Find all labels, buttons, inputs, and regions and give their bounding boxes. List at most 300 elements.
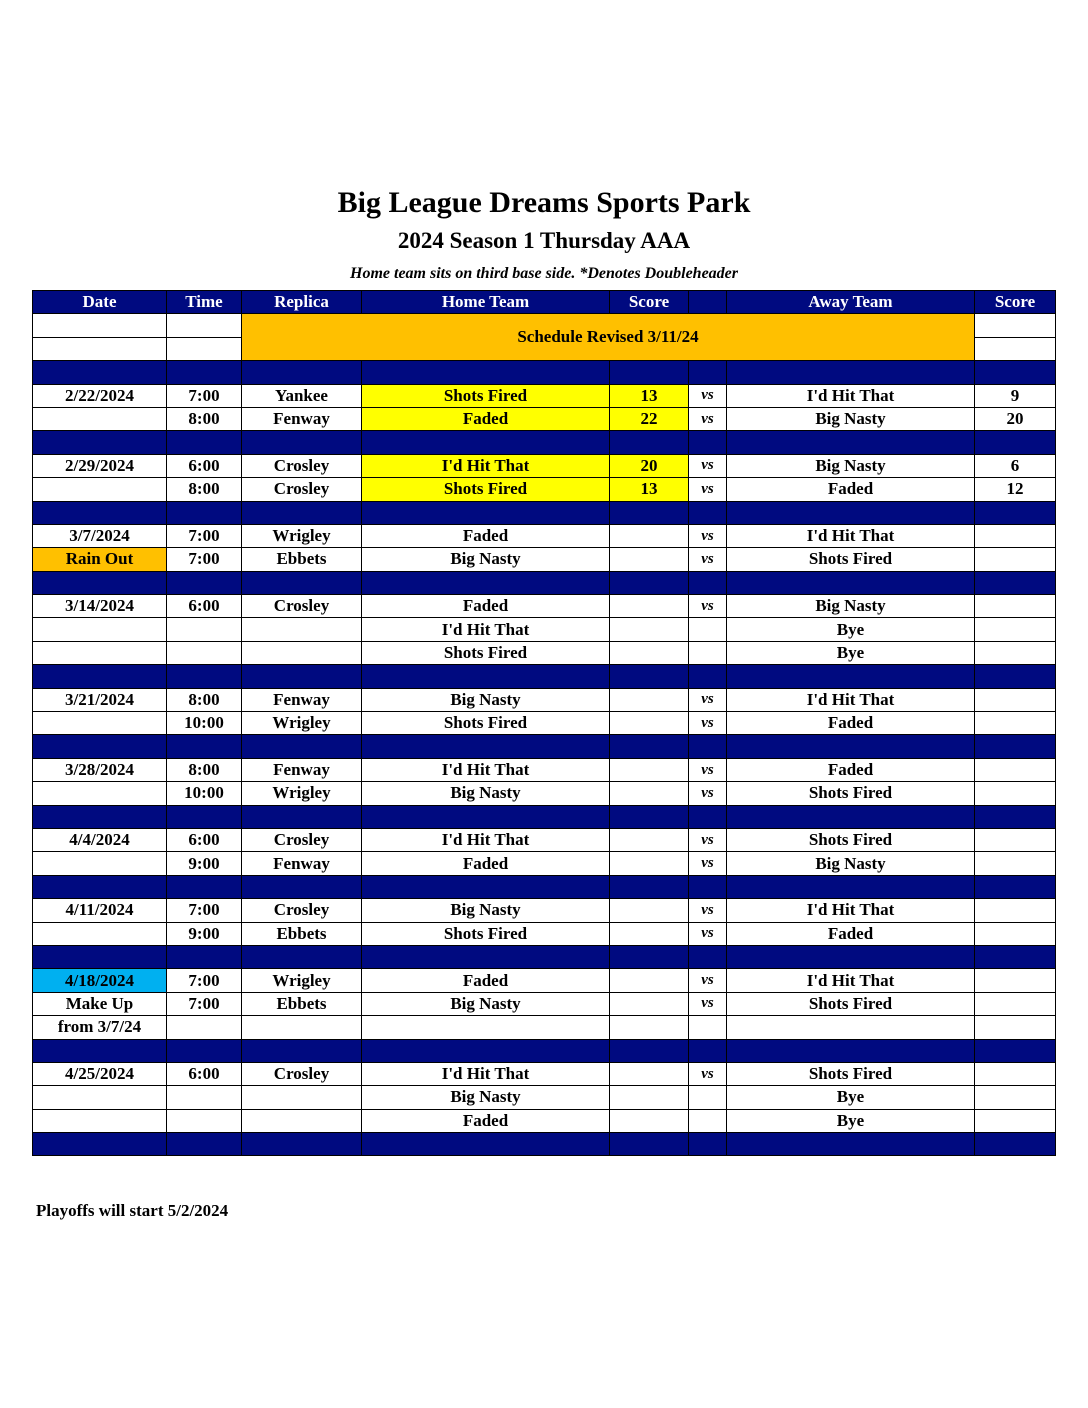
vs-cell: vs bbox=[689, 969, 727, 992]
home-score-cell bbox=[610, 899, 689, 922]
replica-cell: Crosley bbox=[242, 899, 362, 922]
column-header-date: Date bbox=[33, 291, 167, 314]
schedule-note: Home team sits on third base side. *Denotes Doubleheader bbox=[350, 265, 738, 282]
separator-cell bbox=[727, 1039, 975, 1062]
away-team-cell: Faded bbox=[727, 712, 975, 735]
replica-cell: Crosley bbox=[242, 454, 362, 477]
replica-cell: Wrigley bbox=[242, 524, 362, 547]
away-score-cell: 6 bbox=[975, 454, 1056, 477]
date-cell bbox=[33, 618, 167, 641]
separator-cell bbox=[689, 1133, 727, 1156]
vs-cell: vs bbox=[689, 688, 727, 711]
away-team-cell: Big Nasty bbox=[727, 595, 975, 618]
date-cell: 4/25/2024 bbox=[33, 1062, 167, 1085]
separator-row bbox=[33, 875, 1056, 898]
table-row bbox=[33, 618, 1056, 641]
home-team-cell bbox=[362, 1016, 610, 1039]
replica-cell: Wrigley bbox=[242, 782, 362, 805]
replica-cell bbox=[242, 618, 362, 641]
replica-cell: Crosley bbox=[242, 595, 362, 618]
away-team-cell: Bye bbox=[727, 641, 975, 664]
separator-cell bbox=[167, 361, 242, 384]
home-score-cell bbox=[610, 969, 689, 992]
date-cell: 3/7/2024 bbox=[33, 524, 167, 547]
date-cell: Make Up bbox=[33, 992, 167, 1015]
date-cell bbox=[33, 852, 167, 875]
date-cell: 3/28/2024 bbox=[33, 758, 167, 781]
separator-cell bbox=[33, 361, 167, 384]
vs-cell: vs bbox=[689, 384, 727, 407]
time-cell: 8:00 bbox=[167, 407, 242, 430]
separator-cell bbox=[975, 665, 1056, 688]
separator-cell bbox=[975, 945, 1056, 968]
replica-cell: Fenway bbox=[242, 758, 362, 781]
vs-cell bbox=[689, 618, 727, 641]
away-team-cell: I'd Hit That bbox=[727, 969, 975, 992]
separator-cell bbox=[167, 431, 242, 454]
separator-cell bbox=[362, 1133, 610, 1156]
home-score-cell bbox=[610, 852, 689, 875]
replica-cell: Fenway bbox=[242, 852, 362, 875]
separator-cell bbox=[727, 501, 975, 524]
home-team-cell: Big Nasty bbox=[362, 548, 610, 571]
away-score-cell bbox=[975, 969, 1056, 992]
home-score-cell bbox=[610, 828, 689, 851]
date-cell: Rain Out bbox=[33, 548, 167, 571]
away-score-cell bbox=[975, 899, 1056, 922]
away-score-cell bbox=[975, 992, 1056, 1015]
separator-cell bbox=[242, 1039, 362, 1062]
separator-cell bbox=[33, 945, 167, 968]
replica-cell bbox=[242, 1109, 362, 1132]
time-cell: 7:00 bbox=[167, 969, 242, 992]
time-cell: 6:00 bbox=[167, 828, 242, 851]
home-score-cell bbox=[610, 1086, 689, 1109]
replica-cell: Wrigley bbox=[242, 712, 362, 735]
home-team-cell: Shots Fired bbox=[362, 712, 610, 735]
separator-cell bbox=[727, 665, 975, 688]
separator-cell bbox=[167, 571, 242, 594]
vs-cell: vs bbox=[689, 478, 727, 501]
vs-cell: vs bbox=[689, 524, 727, 547]
replica-cell: Crosley bbox=[242, 828, 362, 851]
vs-cell: vs bbox=[689, 758, 727, 781]
separator-cell bbox=[362, 1039, 610, 1062]
column-header-time: Time bbox=[167, 291, 242, 314]
date-cell: from 3/7/24 bbox=[33, 1016, 167, 1039]
date-cell: 3/14/2024 bbox=[33, 595, 167, 618]
separator-cell bbox=[167, 945, 242, 968]
separator-cell bbox=[689, 361, 727, 384]
home-score-cell: 22 bbox=[610, 407, 689, 430]
vs-cell: vs bbox=[689, 899, 727, 922]
home-score-cell bbox=[610, 782, 689, 805]
time-cell: 7:00 bbox=[167, 992, 242, 1015]
separator-cell bbox=[362, 665, 610, 688]
replica-cell bbox=[242, 1016, 362, 1039]
time-cell: 7:00 bbox=[167, 524, 242, 547]
home-team-cell: I'd Hit That bbox=[362, 1062, 610, 1085]
vs-cell: vs bbox=[689, 712, 727, 735]
away-team-cell: Faded bbox=[727, 478, 975, 501]
away-team-cell: Bye bbox=[727, 618, 975, 641]
column-header-away-score: Score bbox=[975, 291, 1056, 314]
blank-cell bbox=[167, 337, 242, 360]
date-cell: 4/4/2024 bbox=[33, 828, 167, 851]
separator-cell bbox=[610, 665, 689, 688]
away-team-cell: I'd Hit That bbox=[727, 524, 975, 547]
home-team-cell: Big Nasty bbox=[362, 1086, 610, 1109]
separator-cell bbox=[975, 805, 1056, 828]
time-cell: 8:00 bbox=[167, 688, 242, 711]
separator-cell bbox=[689, 665, 727, 688]
home-score-cell bbox=[610, 992, 689, 1015]
separator-cell bbox=[610, 431, 689, 454]
home-team-cell: I'd Hit That bbox=[362, 618, 610, 641]
home-team-cell: Shots Fired bbox=[362, 641, 610, 664]
away-team-cell: Big Nasty bbox=[727, 407, 975, 430]
away-team-cell: Faded bbox=[727, 922, 975, 945]
time-cell: 6:00 bbox=[167, 454, 242, 477]
vs-cell bbox=[689, 1109, 727, 1132]
away-score-cell: 20 bbox=[975, 407, 1056, 430]
table-row bbox=[33, 1109, 1056, 1132]
page-title: Big League Dreams Sports Park bbox=[337, 186, 751, 219]
separator-cell bbox=[167, 875, 242, 898]
separator-cell bbox=[975, 875, 1056, 898]
separator-cell bbox=[362, 875, 610, 898]
separator-cell bbox=[610, 501, 689, 524]
table-row bbox=[33, 688, 1056, 711]
home-team-cell: Faded bbox=[362, 852, 610, 875]
separator-row bbox=[33, 501, 1056, 524]
home-score-cell bbox=[610, 922, 689, 945]
replica-cell: Ebbets bbox=[242, 922, 362, 945]
separator-cell bbox=[610, 875, 689, 898]
table-row bbox=[33, 595, 1056, 618]
separator-cell bbox=[362, 945, 610, 968]
separator-cell bbox=[727, 571, 975, 594]
separator-cell bbox=[33, 1039, 167, 1062]
blank-cell bbox=[33, 314, 167, 337]
separator-cell bbox=[689, 1039, 727, 1062]
replica-cell: Ebbets bbox=[242, 548, 362, 571]
time-cell bbox=[167, 641, 242, 664]
separator-cell bbox=[242, 571, 362, 594]
vs-cell: vs bbox=[689, 407, 727, 430]
home-team-cell: Faded bbox=[362, 524, 610, 547]
separator-row bbox=[33, 735, 1056, 758]
home-score-cell: 13 bbox=[610, 384, 689, 407]
date-cell: 4/11/2024 bbox=[33, 899, 167, 922]
separator-cell bbox=[362, 361, 610, 384]
time-cell: 10:00 bbox=[167, 712, 242, 735]
separator-cell bbox=[242, 1133, 362, 1156]
replica-cell: Crosley bbox=[242, 1062, 362, 1085]
separator-cell bbox=[362, 571, 610, 594]
table-row bbox=[33, 1016, 1056, 1039]
separator-cell bbox=[33, 735, 167, 758]
vs-cell: vs bbox=[689, 852, 727, 875]
home-team-cell: Shots Fired bbox=[362, 384, 610, 407]
separator-cell bbox=[167, 1039, 242, 1062]
away-score-cell bbox=[975, 1109, 1056, 1132]
column-header-home-score: Score bbox=[610, 291, 689, 314]
separator-cell bbox=[610, 1039, 689, 1062]
away-team-cell: Shots Fired bbox=[727, 548, 975, 571]
vs-cell: vs bbox=[689, 922, 727, 945]
time-cell: 6:00 bbox=[167, 1062, 242, 1085]
date-cell: 2/22/2024 bbox=[33, 384, 167, 407]
away-score-cell: 9 bbox=[975, 384, 1056, 407]
vs-cell bbox=[689, 1016, 727, 1039]
table-row bbox=[33, 524, 1056, 547]
column-header-away-team: Away Team bbox=[727, 291, 975, 314]
table-row bbox=[33, 969, 1056, 992]
separator-cell bbox=[975, 1039, 1056, 1062]
time-cell bbox=[167, 1109, 242, 1132]
away-team-cell: Bye bbox=[727, 1109, 975, 1132]
separator-cell bbox=[610, 735, 689, 758]
away-score-cell bbox=[975, 618, 1056, 641]
separator-row bbox=[33, 1133, 1056, 1156]
home-team-cell: Big Nasty bbox=[362, 782, 610, 805]
date-cell bbox=[33, 1086, 167, 1109]
home-score-cell bbox=[610, 595, 689, 618]
date-cell bbox=[33, 1109, 167, 1132]
separator-cell bbox=[689, 875, 727, 898]
away-score-cell bbox=[975, 1016, 1056, 1039]
vs-cell: vs bbox=[689, 454, 727, 477]
away-team-cell: Shots Fired bbox=[727, 992, 975, 1015]
away-team-cell: I'd Hit That bbox=[727, 899, 975, 922]
separator-cell bbox=[610, 1133, 689, 1156]
separator-cell bbox=[689, 501, 727, 524]
home-team-cell: I'd Hit That bbox=[362, 454, 610, 477]
table-row bbox=[33, 899, 1056, 922]
home-score-cell: 20 bbox=[610, 454, 689, 477]
separator-cell bbox=[242, 945, 362, 968]
time-cell: 9:00 bbox=[167, 922, 242, 945]
away-score-cell bbox=[975, 1062, 1056, 1085]
column-header-home-team: Home Team bbox=[362, 291, 610, 314]
separator-cell bbox=[975, 431, 1056, 454]
separator-cell bbox=[242, 665, 362, 688]
separator-cell bbox=[33, 875, 167, 898]
blank-cell bbox=[975, 314, 1056, 337]
away-score-cell bbox=[975, 1086, 1056, 1109]
away-team-cell: Big Nasty bbox=[727, 852, 975, 875]
separator-cell bbox=[975, 361, 1056, 384]
separator-cell bbox=[242, 735, 362, 758]
blank-cell bbox=[167, 314, 242, 337]
home-score-cell bbox=[610, 524, 689, 547]
separator-cell bbox=[242, 805, 362, 828]
separator-row bbox=[33, 945, 1056, 968]
table-row bbox=[33, 454, 1056, 477]
separator-cell bbox=[610, 945, 689, 968]
away-score-cell bbox=[975, 524, 1056, 547]
separator-cell bbox=[689, 431, 727, 454]
time-cell: 7:00 bbox=[167, 899, 242, 922]
table-row bbox=[33, 384, 1056, 407]
date-cell: 3/21/2024 bbox=[33, 688, 167, 711]
separator-cell bbox=[610, 361, 689, 384]
away-score-cell bbox=[975, 828, 1056, 851]
separator-cell bbox=[689, 735, 727, 758]
separator-cell bbox=[727, 361, 975, 384]
home-score-cell bbox=[610, 1016, 689, 1039]
home-score-cell bbox=[610, 712, 689, 735]
column-header-vs bbox=[689, 291, 727, 314]
away-team-cell: I'd Hit That bbox=[727, 384, 975, 407]
home-team-cell: Big Nasty bbox=[362, 899, 610, 922]
time-cell: 6:00 bbox=[167, 595, 242, 618]
date-cell: 2/29/2024 bbox=[33, 454, 167, 477]
table-row bbox=[33, 1062, 1056, 1085]
playoffs-note: Playoffs will start 5/2/2024 bbox=[36, 1201, 229, 1220]
separator-cell bbox=[975, 1133, 1056, 1156]
away-score-cell bbox=[975, 595, 1056, 618]
time-cell: 8:00 bbox=[167, 758, 242, 781]
separator-row bbox=[33, 665, 1056, 688]
away-team-cell: Shots Fired bbox=[727, 828, 975, 851]
separator-cell bbox=[727, 735, 975, 758]
separator-cell bbox=[975, 735, 1056, 758]
separator-cell bbox=[727, 1133, 975, 1156]
separator-cell bbox=[610, 805, 689, 828]
table-row bbox=[33, 782, 1056, 805]
home-team-cell: Shots Fired bbox=[362, 922, 610, 945]
date-cell bbox=[33, 782, 167, 805]
separator-cell bbox=[727, 875, 975, 898]
separator-cell bbox=[727, 431, 975, 454]
vs-cell: vs bbox=[689, 992, 727, 1015]
separator-cell bbox=[33, 805, 167, 828]
separator-row bbox=[33, 571, 1056, 594]
separator-cell bbox=[33, 571, 167, 594]
schedule-table bbox=[32, 290, 1056, 1156]
date-cell bbox=[33, 478, 167, 501]
table-row bbox=[33, 548, 1056, 571]
time-cell: 8:00 bbox=[167, 478, 242, 501]
home-score-cell bbox=[610, 641, 689, 664]
away-team-cell: I'd Hit That bbox=[727, 688, 975, 711]
away-score-cell bbox=[975, 688, 1056, 711]
separator-cell bbox=[689, 571, 727, 594]
away-score-cell bbox=[975, 922, 1056, 945]
replica-cell: Wrigley bbox=[242, 969, 362, 992]
table-row bbox=[33, 1086, 1056, 1109]
replica-cell bbox=[242, 641, 362, 664]
home-team-cell: Faded bbox=[362, 595, 610, 618]
schedule-revised-banner: Schedule Revised 3/11/24 bbox=[242, 314, 975, 361]
separator-cell bbox=[242, 501, 362, 524]
separator-cell bbox=[33, 665, 167, 688]
table-row bbox=[33, 641, 1056, 664]
vs-cell: vs bbox=[689, 828, 727, 851]
separator-cell bbox=[33, 431, 167, 454]
separator-cell bbox=[689, 945, 727, 968]
revision-row bbox=[33, 314, 1056, 337]
time-cell: 10:00 bbox=[167, 782, 242, 805]
time-cell bbox=[167, 618, 242, 641]
away-score-cell bbox=[975, 712, 1056, 735]
away-score-cell: 12 bbox=[975, 478, 1056, 501]
away-team-cell: Shots Fired bbox=[727, 1062, 975, 1085]
date-cell bbox=[33, 407, 167, 430]
time-cell bbox=[167, 1016, 242, 1039]
date-cell bbox=[33, 922, 167, 945]
separator-cell bbox=[167, 501, 242, 524]
home-team-cell: Big Nasty bbox=[362, 688, 610, 711]
replica-cell: Fenway bbox=[242, 407, 362, 430]
home-score-cell bbox=[610, 758, 689, 781]
home-team-cell: Big Nasty bbox=[362, 992, 610, 1015]
replica-cell: Ebbets bbox=[242, 992, 362, 1015]
separator-row bbox=[33, 361, 1056, 384]
vs-cell bbox=[689, 1086, 727, 1109]
home-score-cell bbox=[610, 1062, 689, 1085]
home-team-cell: Faded bbox=[362, 969, 610, 992]
home-score-cell bbox=[610, 548, 689, 571]
table-row bbox=[33, 478, 1056, 501]
separator-cell bbox=[242, 431, 362, 454]
separator-cell bbox=[610, 571, 689, 594]
separator-cell bbox=[167, 1133, 242, 1156]
vs-cell bbox=[689, 641, 727, 664]
home-score-cell: 13 bbox=[610, 478, 689, 501]
separator-row bbox=[33, 1039, 1056, 1062]
date-cell bbox=[33, 712, 167, 735]
away-score-cell bbox=[975, 758, 1056, 781]
table-row bbox=[33, 712, 1056, 735]
away-team-cell: Bye bbox=[727, 1086, 975, 1109]
table-row bbox=[33, 992, 1056, 1015]
replica-cell bbox=[242, 1086, 362, 1109]
separator-row bbox=[33, 431, 1056, 454]
table-row bbox=[33, 852, 1056, 875]
time-cell bbox=[167, 1086, 242, 1109]
separator-cell bbox=[242, 875, 362, 898]
header-row bbox=[33, 291, 1056, 314]
away-team-cell bbox=[727, 1016, 975, 1039]
home-team-cell: Faded bbox=[362, 1109, 610, 1132]
home-score-cell bbox=[610, 618, 689, 641]
away-team-cell: Faded bbox=[727, 758, 975, 781]
separator-cell bbox=[167, 735, 242, 758]
separator-cell bbox=[689, 805, 727, 828]
separator-cell bbox=[167, 805, 242, 828]
table-row bbox=[33, 758, 1056, 781]
separator-cell bbox=[362, 501, 610, 524]
home-score-cell bbox=[610, 688, 689, 711]
away-score-cell bbox=[975, 782, 1056, 805]
away-score-cell bbox=[975, 852, 1056, 875]
replica-cell: Yankee bbox=[242, 384, 362, 407]
home-team-cell: I'd Hit That bbox=[362, 828, 610, 851]
date-cell bbox=[33, 641, 167, 664]
separator-cell bbox=[975, 501, 1056, 524]
separator-cell bbox=[975, 571, 1056, 594]
separator-cell bbox=[362, 805, 610, 828]
blank-cell bbox=[975, 337, 1056, 360]
table-row bbox=[33, 407, 1056, 430]
vs-cell: vs bbox=[689, 782, 727, 805]
blank-cell bbox=[33, 337, 167, 360]
home-team-cell: I'd Hit That bbox=[362, 758, 610, 781]
page-subtitle: 2024 Season 1 Thursday AAA bbox=[397, 228, 691, 253]
